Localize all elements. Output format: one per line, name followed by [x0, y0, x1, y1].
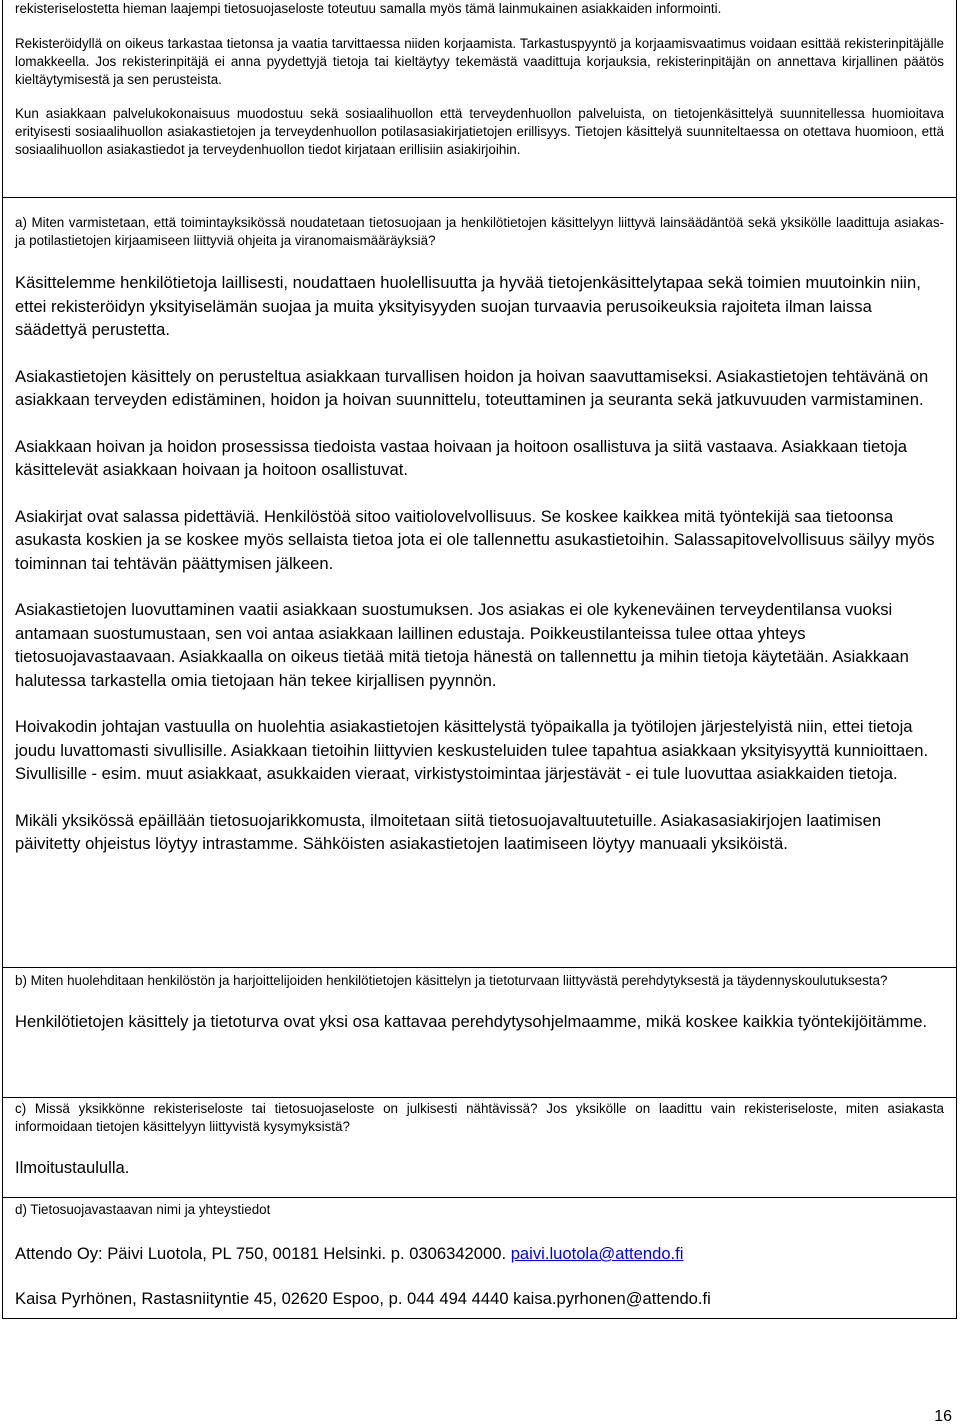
- section-c-question: c) Missä yksikkönne rekisteriseloste tai tietosuojaseloste on julkisesti nähtävissä? Jos yksikölle on laadittu vain rekisteriseloste, miten asiakasta informoidaan tietojen käsittelyyn liittyvistä kysymyksistä?: [15, 1101, 944, 1134]
- section-a-paragraph-4: Asiakirjat ovat salassa pidettäviä. Henkilöstöä sitoo vaitiolovelvollisuus. Se koskee kaikkea mitä työntekijä saa tietoonsa asukasta koskien ja se koskee myös sellaista tietoa jota ei ole tallennettu asukastietoihin. Salassapitovelvollisuus säilyy myös toiminnan tai tehtävän päättymisen jälkeen.: [15, 506, 935, 573]
- page-number: 16: [934, 1408, 952, 1425]
- section-c-cell: [3, 1097, 956, 1197]
- section-a-question: a) Miten varmistetaan, että toimintayksikössä noudatetaan tietosuojaan ja henkilötietojen käsittelyyn liittyvä lainsäädäntöä sekä yksikölle laadittuja asiakas- ja potilastietojen kirjaamiseen liittyviä ohjeita ja viranomaismääräyksiä?: [15, 215, 944, 248]
- section-a-paragraph-7: Mikäli yksikössä epäillään tietosuojarikkomusta, ilmoitetaan siitä tietosuojavaltuutetuille. Asiakasasiakirjojen laatimisen päivitetty ohjeistus löytyy intrastamme. Sähköisten asiakastietojen laatimiseen löytyy manuaali yksiköistä.: [15, 810, 882, 853]
- section-a-paragraph-2: Asiakastietojen käsittely on perusteltua asiakkaan turvallisen hoidon ja hoivan saavuttamiseksi. Asiakastietojen tehtävänä on asiakkaan terveyden edistäminen, hoidon ja hoivan suunnittelu, toteuttaminen ja seuranta sekä jatkuvuuden varmistaminen.: [15, 366, 929, 409]
- intro-cell: [3, 0, 956, 197]
- section-d-question: d) Tietosuojavastaavan nimi ja yhteystiedot: [15, 1202, 271, 1217]
- section-a-paragraph-6: Hoivakodin johtajan vastuulla on huolehtia asiakastietojen käsittelystä työpaikalla ja työtilojen järjestelyistä niin, ettei tietoja joudu luvattomasti sivullisille. Asiakkaan tietoihin liittyvien keskusteluiden tulee tapahtua asiakkaan yksityisyyttä kunnioittaen. Sivullisille - esim. muut asiakkaat, asukkaiden vieraat, virkistystoimintaa järjestävät - ei tule luovuttaa asiakkaiden tietoja.: [15, 717, 929, 783]
- document-table: [2, 0, 957, 1319]
- section-d-cell: [3, 1197, 956, 1318]
- section-b-question: b) Miten huolehditaan henkilöstön ja harjoittelijoiden henkilötietojen käsittelyn ja tietoturvaan liittyvästä perehdytyksestä ja täydennyskoulutuksesta?: [15, 973, 888, 988]
- contact-line-1: [15, 1242, 944, 1266]
- rights-paragraph: Rekisteröidyllä on oikeus tarkastaa tietonsa ja vaatia tarvittaessa niiden korjaamista. Tarkastuspyyntö ja korjaamisvaatimus voidaan esittää rekisterinpitäjälle lomakkeella. Jos rekisterinpitäjä ei anna pyydettyjä tietoja tai kieltäytyy tekemästä vaadittuja korjauksia, rekisterinpitäjän on annettava kirjallinen päätös kieltäytymisestä ja sen perusteista.: [15, 36, 944, 87]
- contact-1-email-link[interactable]: paivi.luotola@attendo.fi: [510, 1244, 684, 1263]
- contact-1-text: Attendo Oy: Päivi Luotola, PL 750, 00181 Helsinki. p. 0306342000.: [15, 1244, 511, 1263]
- section-b-cell: [3, 967, 956, 1097]
- section-a-paragraph-1: Käsittelemme henkilötietoja laillisesti, noudattaen huolellisuutta ja hyvää tietojenkäsittelytapaa sekä toimien muutoinkin niin, ettei rekisteröidyn yksityiselämän suojaa ja muita yksityisyyden suojan turvaavia perusoikeuksia rajoiteta ilman laissa säädettyä perustetta.: [15, 273, 921, 339]
- section-a-paragraph-5: Asiakastietojen luovuttaminen vaatii asiakkaan suostumuksen. Jos asiakas ei ole kykeneväinen terveydentilansa vuoksi antamaan suostumustaan, sen voi antaa asiakkaan laillinen edustaja. Poikkeustilanteissa tulee ottaa yhteys tietosuojavastaavaan. Asiakkaalla on oikeus tietää mitä tietoja hänestä on tallennettu ja mihin tietoja käytetään. Asiakkaan halutessa tarkastella omia tietojaan hän tekee kirjallisen pyynnön.: [15, 600, 909, 690]
- section-a-paragraph-3: Asiakkaan hoivan ja hoidon prosessissa tiedoista vastaa hoivaan ja hoitoon osallistuva ja siitä vastaava. Asiakkaan tietoja käsittelevät asiakkaan hoivaan ja hoitoon osallistuvat.: [15, 436, 907, 479]
- intro-line: rekisteriselostetta hieman laajempi tietosuojaseloste toteutuu samalla myös tämä lainmukainen asiakkaiden informointi.: [15, 1, 722, 16]
- service-paragraph: Kun asiakkaan palvelukokonaisuus muodostuu sekä sosiaalihuollon että terveydenhuollon palveluista, on tietojenkäsittelyä suunnitellessa huomioitava erityisesti sosiaalihuollon asiakastietojen ja terveydenhuollon potilasasiakirjatietojen erillisyys. Tietojen käsittelyä suunniteltaessa on otettava huomioon, että sosiaalihuollon asiakastiedot ja terveydenhuollon tiedot kirjataan erillisiin asiakirjoihin.: [15, 106, 944, 157]
- section-c-answer: Ilmoitustaululla.: [15, 1158, 130, 1177]
- section-b-answer: Henkilötietojen käsittely ja tietoturva ovat yksi osa kattavaa perehdytysohjelmaamme, mikä koskee kaikkia työntekijöitämme.: [15, 1012, 928, 1031]
- section-a-cell: [3, 197, 956, 967]
- contact-line-2: Kaisa Pyrhönen, Rastasniityntie 45, 02620 Espoo, p. 044 494 4440 kaisa.pyrhonen@attendo.fi: [15, 1288, 711, 1308]
